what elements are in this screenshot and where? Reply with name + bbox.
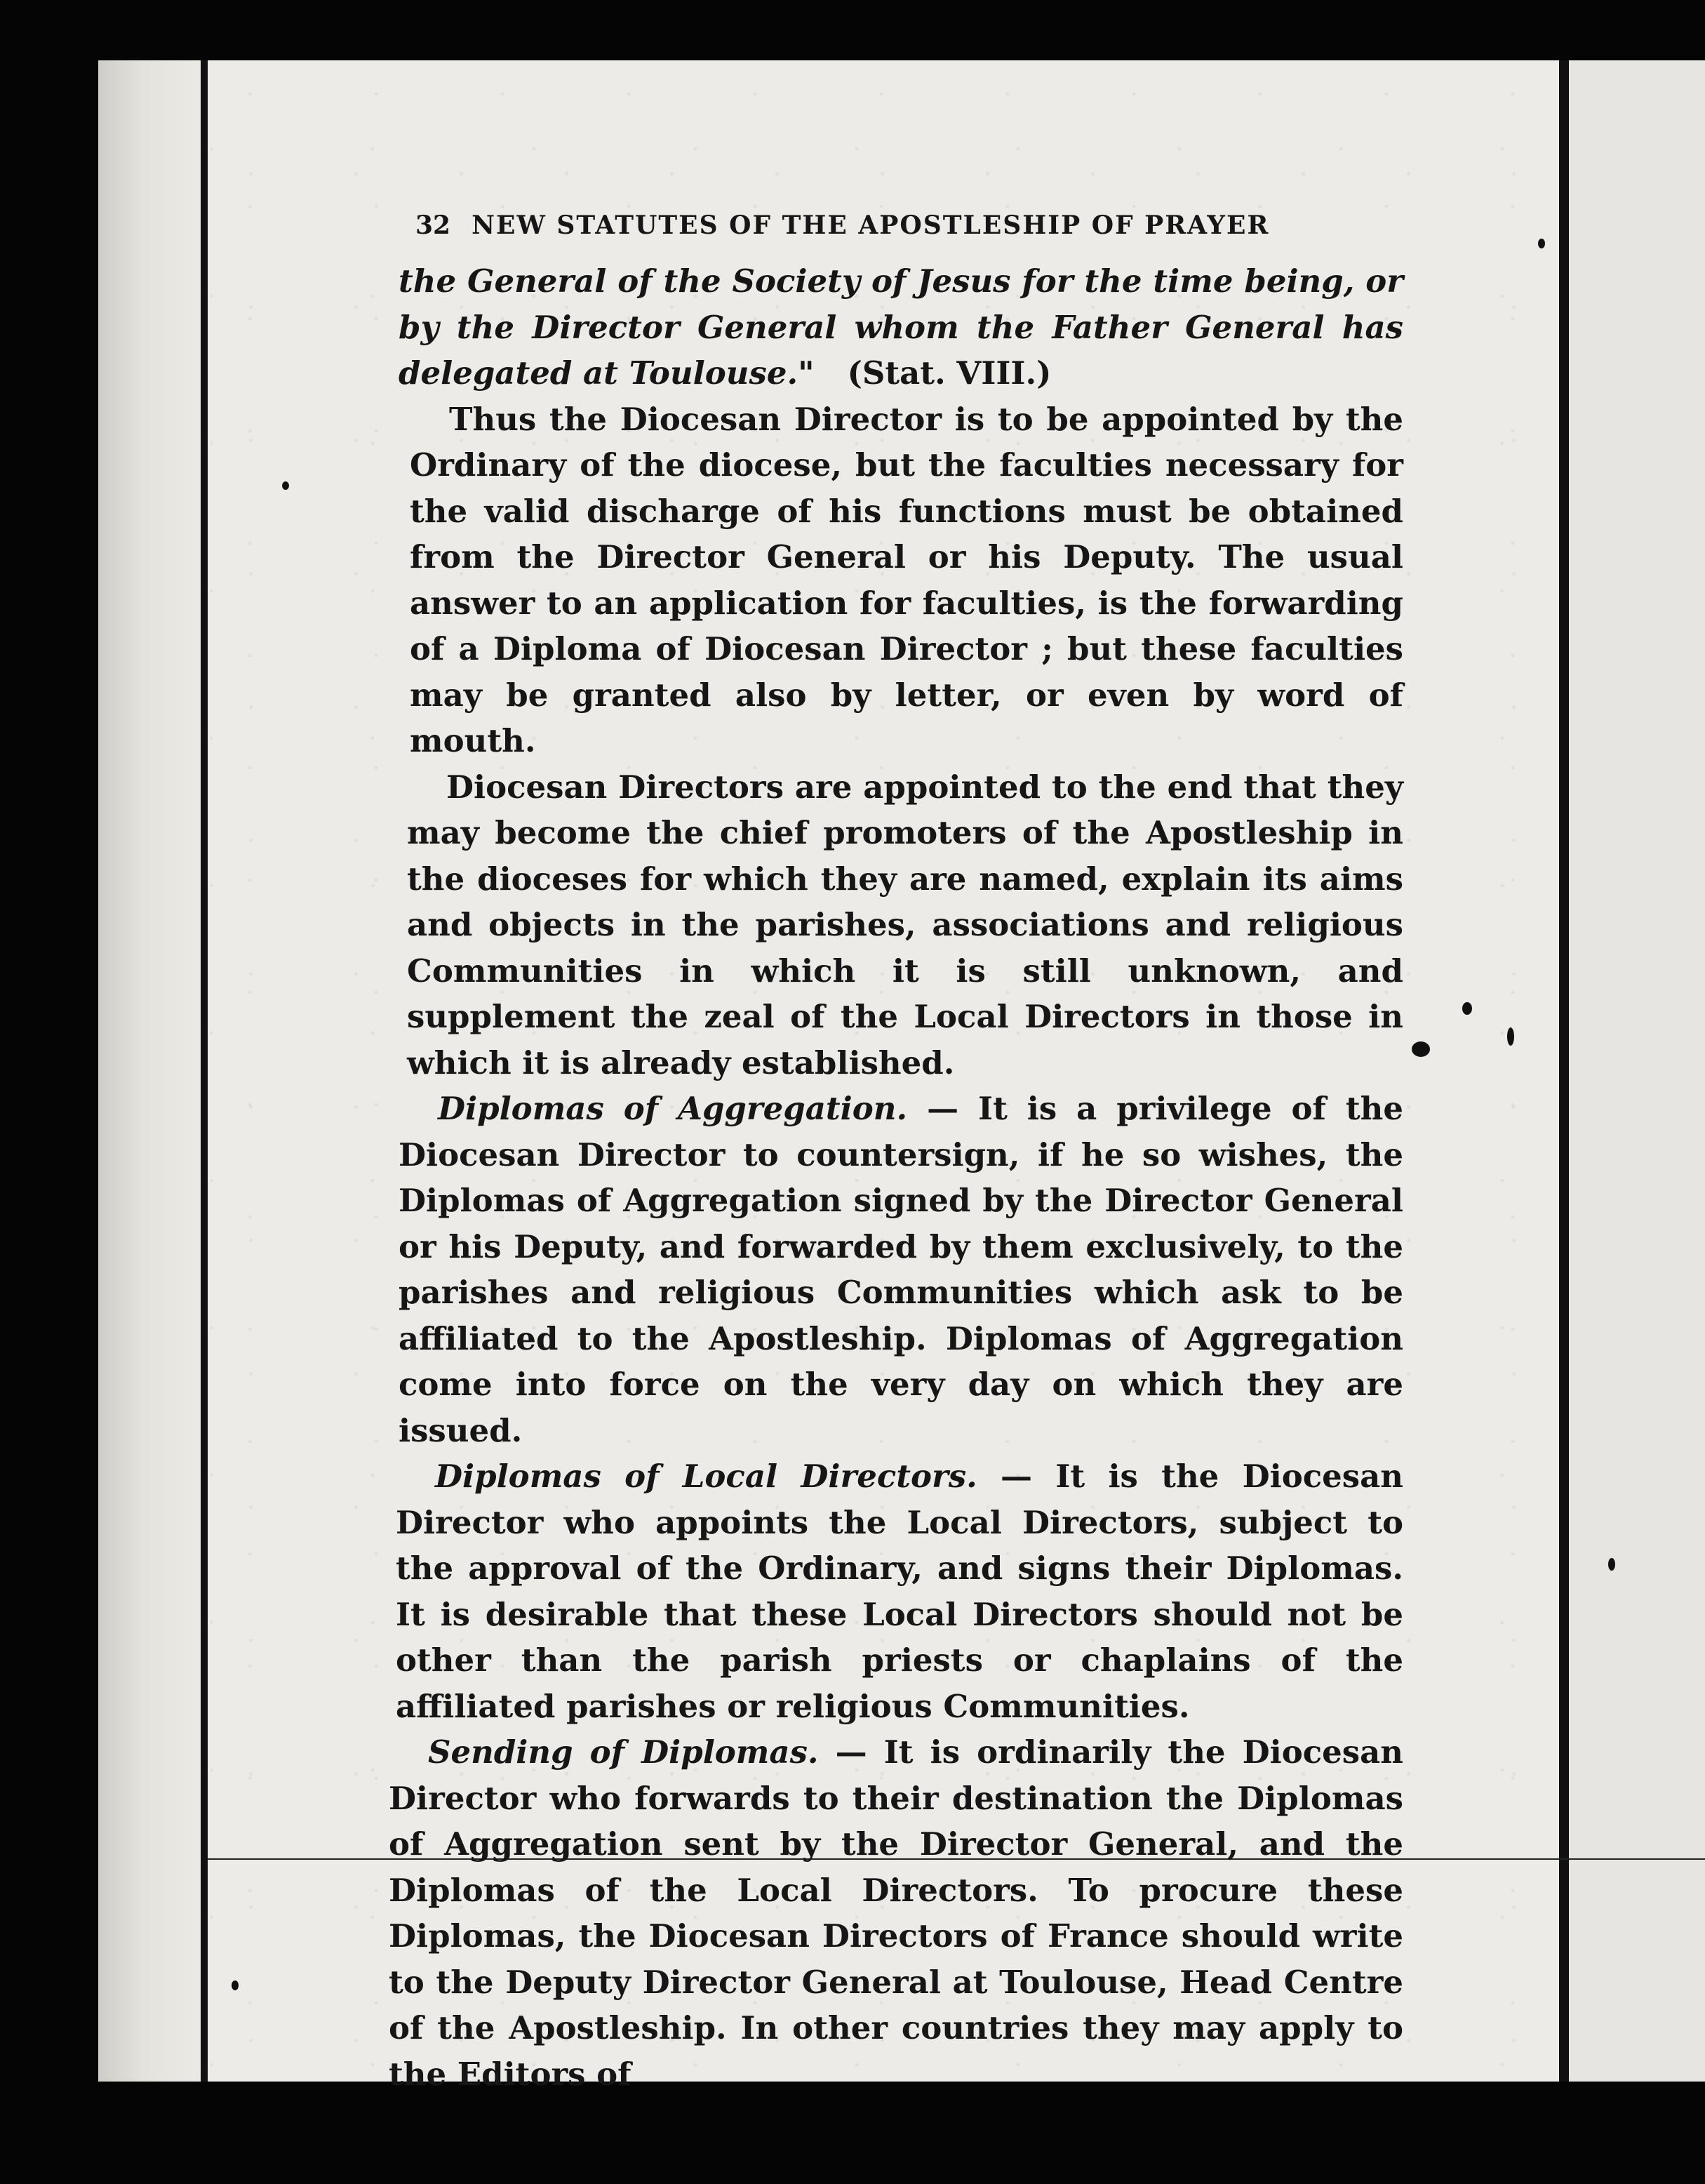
running-head [415, 211, 1403, 240]
statute-reference: (Stat. VIII.) [847, 354, 1052, 392]
paragraph-sending [389, 1729, 1403, 2097]
paragraph-aggregation [399, 1086, 1403, 1453]
page-number: 32 [415, 211, 451, 240]
left-page-edge [201, 60, 208, 2082]
aggregation-text: — It is a privilege of the Diocesan Director to countersign, if he so wishes, the Diplomas of Aggregation signed by the Director General or his Deputy, and forwarded by them exclusively, to the parishes and religious Communities which ask to be affiliated to the Apostleship. Diplomas of Aggregation come into force on the very day on which they are issued. [399, 1090, 1403, 1449]
ink-speck [1507, 1027, 1514, 1046]
paragraph-local-directors [396, 1453, 1403, 1729]
statute-quote [399, 258, 1403, 397]
section-heading-local-directors: Diplomas of Local Directors. [435, 1458, 977, 1495]
section-heading-sending: Sending of Diplomas. [428, 1733, 819, 1771]
paragraph-appointment: Thus the Diocesan Director is to be appointed by the Ordinary of the diocese, but the faculties necessary for the valid discharge of his functions must be obtained from the Director General or his Deputy. The usual answer to an application for faculties, is the forwarding of a Diploma of Diocesan Director ; but these faculties may be granted also by letter, or even by word of mouth. [410, 400, 1403, 759]
ink-speck [232, 1980, 239, 1990]
quote-text: the General of the Society of Jesus for the time being, or by the Director General whom the Father General has delegated at Toulouse." [399, 262, 1403, 392]
right-page-edge [1559, 60, 1569, 2082]
section-heading-aggregation: Diplomas of Aggregation. [438, 1090, 908, 1127]
running-title: NEW STATUTES OF THE APOSTLESHIP OF PRAYER [472, 211, 1270, 240]
ink-speck [1608, 1558, 1615, 1571]
page-gutter [98, 60, 210, 2082]
local-directors-text: — It is the Diocesan Director who appoints the Local Directors, subject to the approval of the Ordinary, and signs their Diplomas. It is desirable that these Local Directors should not be other than the parish priests or chaplains of the affiliated parishes or religious Communities. [396, 1458, 1403, 1725]
facing-page-edge [1569, 60, 1705, 2082]
ink-speck [282, 481, 289, 490]
ink-speck [1462, 1002, 1472, 1015]
ink-speck [1538, 239, 1545, 248]
ink-speck [1412, 1041, 1430, 1057]
paragraph-purpose: Diocesan Directors are appointed to the end that they may become the chief promoters of the Apostleship in the dioceses for which they are named, explain its aims and objects in the parishes, associations and religious Communities in which it is still unknown, and supplement the zeal of the Local Directors in those in which it is already established. [407, 768, 1403, 1081]
page-text [389, 211, 1403, 2097]
sending-text: — It is ordinarily the Diocesan Director who forwards to their destination the Diplomas of Aggregation sent by the Director General, and the Diplomas of the Local Directors. To procure these Diplomas, the Diocesan Directors of France should write to the Deputy Director General at Toulouse, Head Centre of the Apostleship. In other countries they may apply to the Editors of [389, 1733, 1403, 2093]
